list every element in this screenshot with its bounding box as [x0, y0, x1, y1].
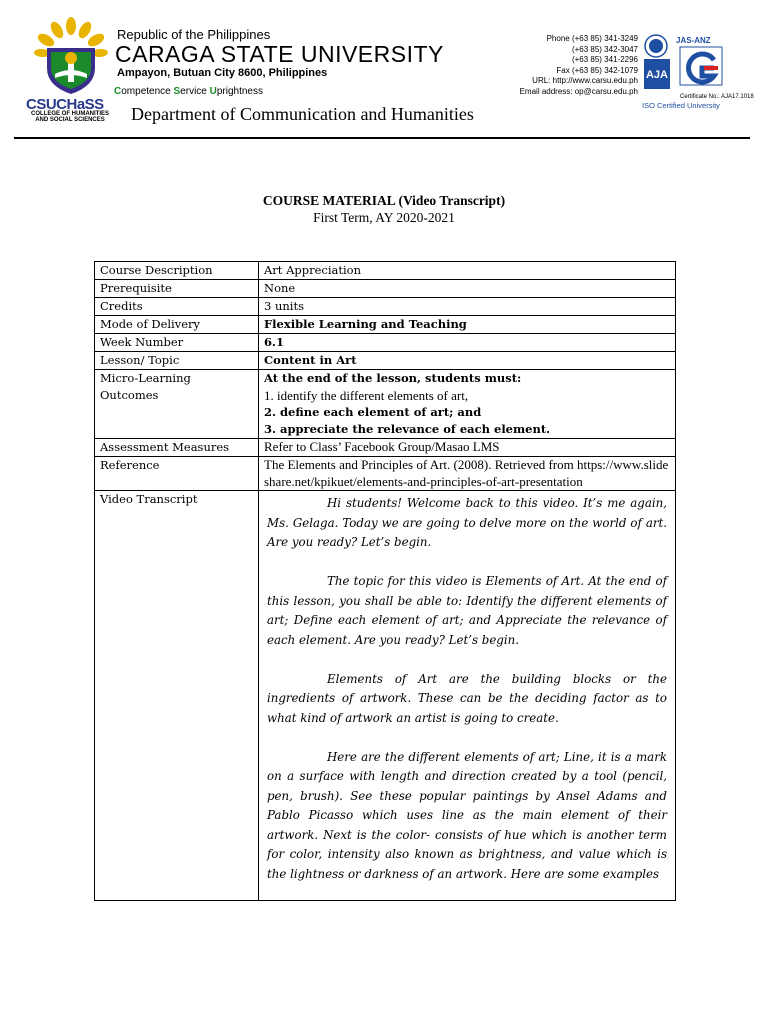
university-motto: [114, 86, 263, 97]
row-label: Assessment Measures: [95, 439, 259, 457]
contact-line: Email address: op@carsu.edu.ph: [519, 86, 638, 96]
outcomes-label-line: Outcomes: [100, 388, 159, 402]
row-value: Art Appreciation: [259, 262, 676, 280]
document-subtitle: First Term, AY 2020-2021: [313, 210, 455, 225]
transcript-paragraph: Hi students! Welcome back to this video. It’s me again, Ms. Gelaga. Today we are going to delve more on the world of art. Are you ready? Let’s begin.: [267, 496, 667, 549]
table-row: [95, 316, 676, 334]
jas-anz-text: JAS-ANZ: [676, 36, 711, 45]
row-value: 6.1: [259, 334, 676, 352]
contact-line: URL: http://www.carsu.edu.ph: [532, 76, 638, 85]
department-name: Department of Communication and Humanities: [131, 104, 474, 124]
video-transcript: [264, 491, 670, 884]
cert-number-text: Certificate No.: AJA17.1018: [680, 94, 754, 100]
row-value: Flexible Learning and Teaching: [259, 316, 676, 334]
table-row: [95, 352, 676, 370]
iso-text: ISO Certified University: [642, 101, 720, 110]
table-row: [95, 370, 676, 439]
outcome-item: 3. appreciate the relevance of each element.: [264, 422, 551, 436]
row-value: [259, 491, 676, 901]
table-row: [95, 457, 676, 491]
table-row: [95, 298, 676, 316]
iso-certification-badge-icon: [642, 32, 754, 110]
row-value: The Elements and Principles of Art. (2008). Retrieved from https://www.slideshare.net/kpikuet/elements-and-principles-of-art-presentation: [259, 457, 676, 491]
transcript-paragraph: Elements of Art are the building blocks or the ingredients of artwork. These can be the deciding factor as to what kind of artwork an artist is going to create.: [267, 671, 667, 725]
row-value: None: [259, 280, 676, 298]
contact-line: Phone (+63 85) 341-3249: [546, 34, 638, 43]
course-info-table: [94, 261, 676, 901]
table-row: [95, 439, 676, 457]
abbr-chass: CHaSS: [56, 96, 104, 113]
row-value: 3 units: [259, 298, 676, 316]
row-value: [259, 370, 676, 439]
abbr-csu: CSU: [26, 96, 57, 113]
aja-text: AJA: [645, 69, 669, 81]
motto-rest-3: prightness: [216, 86, 263, 97]
table-row: [95, 491, 676, 901]
outcomes-label-line: Micro-Learning: [100, 371, 191, 385]
row-label: Lesson/ Topic: [95, 352, 259, 370]
letterhead: [0, 0, 768, 140]
document-title: COURSE MATERIAL (Video Transcript): [262, 193, 506, 208]
motto-rest-2: ervice: [180, 86, 210, 97]
row-label: Credits: [95, 298, 259, 316]
row-label: Prerequisite: [95, 280, 259, 298]
row-label: Reference: [95, 457, 259, 491]
university-name: CARAGA STATE UNIVERSITY: [115, 41, 444, 67]
row-label: Mode of Delivery: [95, 316, 259, 334]
outcome-item: 1. identify the different elements of art,: [264, 388, 469, 403]
contact-line: Fax (+63 85) 342-1079: [556, 65, 638, 75]
outcome-item: 2. define each element of art; and: [264, 405, 482, 419]
row-value: Content in Art: [259, 352, 676, 370]
motto-initial-2: S: [173, 86, 181, 97]
table-row: [95, 262, 676, 280]
contact-block: [520, 34, 638, 97]
college-name: COLLEGE OF HUMANITIES AND SOCIAL SCIENCES: [31, 111, 109, 123]
transcript-paragraph: The topic for this video is Elements of Art. At the end of this lesson, you shall be able to: Identify the different elements of art; Define each element of art; and Appreciate the relevance of each element. Are you ready? Let’s begin.: [267, 574, 667, 647]
row-label: Course Description: [95, 262, 259, 280]
republic-line: Republic of the Philippines: [117, 27, 271, 42]
row-label: [95, 370, 259, 439]
table-row: [95, 334, 676, 352]
contact-line: (+63 85) 342-3047: [571, 44, 638, 54]
row-value: Refer to Class’ Facebook Group/Masao LMS: [259, 439, 676, 457]
row-label: Week Number: [95, 334, 259, 352]
row-label: Video Transcript: [95, 491, 259, 901]
motto-rest-1: ompetence: [121, 86, 174, 97]
motto-initial-1: C: [114, 86, 122, 97]
header-divider: [14, 137, 750, 139]
university-address: Ampayon, Butuan City 8600, Philippines: [117, 67, 328, 79]
table-row: [95, 280, 676, 298]
motto-initial-3: U: [209, 86, 217, 97]
transcript-paragraph: Here are the different elements of art; Line, it is a mark on a surface with length and direction created by a tool (pencil, pen, brush). See these popular paintings by Ansel Adams and Pablo Picasso which uses line as the main element of their artwork. Next is the color- consists of hue which is another term for color, intensity also known as brightness, and value which is the lightness or darkness of an artwork. Here are some examples: [267, 749, 667, 881]
outcomes-intro: At the end of the lesson, students must:: [264, 371, 522, 385]
contact-line: (+63 85) 341-2296: [571, 55, 638, 64]
university-seal-icon: [33, 16, 109, 96]
